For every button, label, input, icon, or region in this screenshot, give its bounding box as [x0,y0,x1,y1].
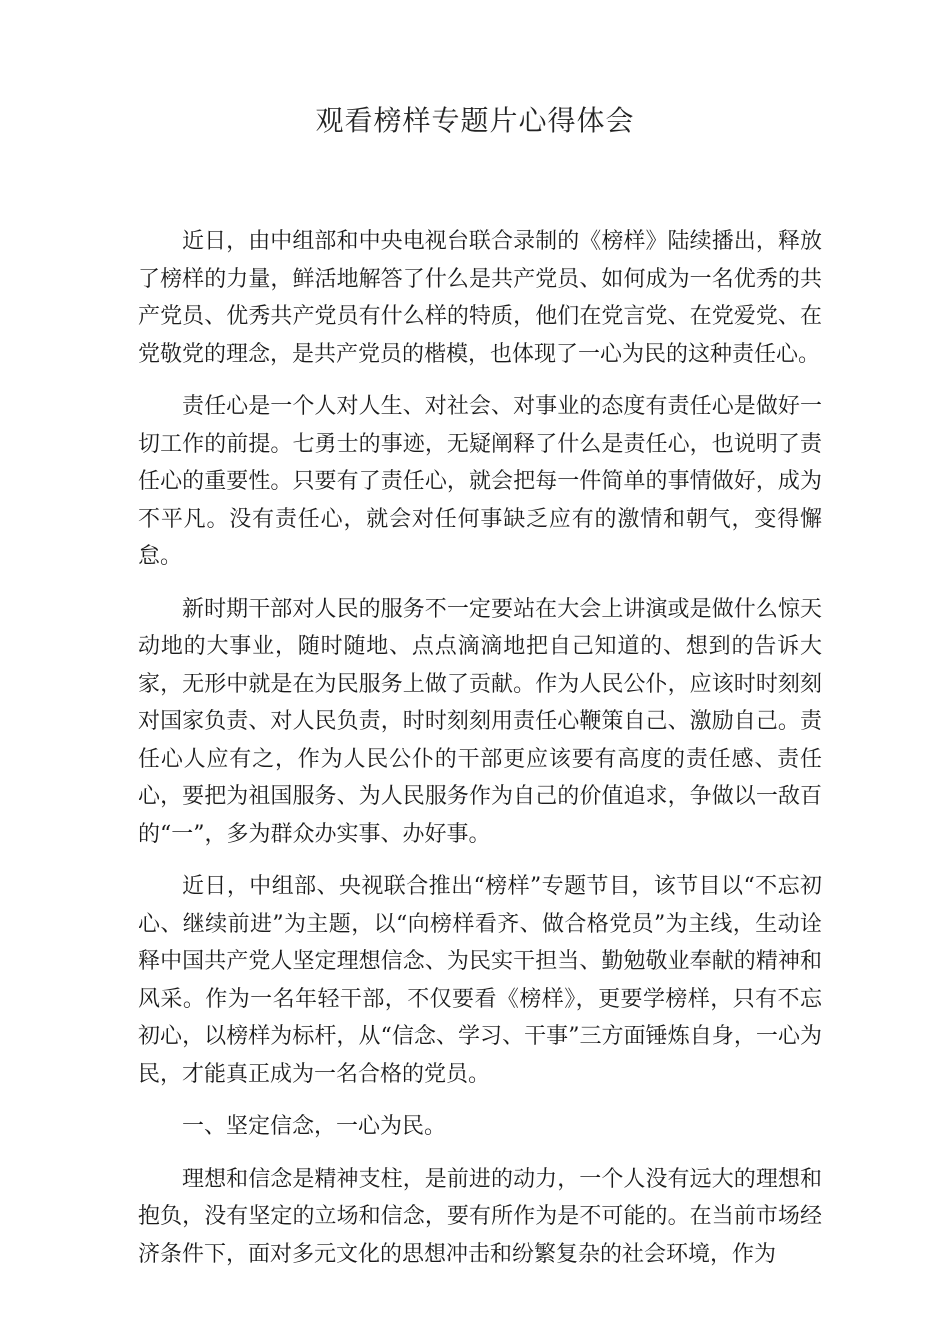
document-title: 观看榜样专题片心得体会 [315,104,635,137]
paragraph-3: 新时期干部对人民的服务不一定要站在大会上讲演或是做什么惊天动地的大事业，随时随地、点点滴滴地把自己知道的、想到的告诉大家，无形中就是在为民服务上做了贡献。作为人民公仆，应该时时刻刻对国家负责、对人民负责，时时刻刻用责任心鞭策自己、激励自己。责任心人应有之，作为人民公仆的干部更应该要有高度的责任感、责任心，要把为祖国服务、为人民服务作为自己的价值追求，争做以一敌百的“一”，多为群众办实事、办好事。 [138,596,822,847]
document-body [138,223,822,1288]
paragraph-5: 理想和信念是精神支柱，是前进的动力，一个人没有远大的理想和抱负，没有坚定的立场和信念，要有所作为是不可能的。在当前市场经济条件下，面对多元文化的思想冲击和纷繁复杂的社会环境，作为 [138,1166,822,1267]
paragraph-2: 责任心是一个人对人生、对社会、对事业的态度有责任心是做好一切工作的前提。七勇士的事迹，无疑阐释了什么是责任心，也说明了责任心的重要性。只要有了责任心，就会把每一件简单的事情做好，成为不平凡。没有责任心，就会对任何事缺乏应有的激情和朝气，变得懈怠。 [138,394,822,569]
section-heading-1: 一、坚定信念，一心为民。 [182,1114,447,1139]
paragraph-1: 近日，由中组部和中央电视台联合录制的《榜样》陆续播出，释放了榜样的力量，鲜活地解答了什么是共产党员、如何成为一名优秀的共产党员、优秀共产党员有什么样的特质，他们在党言党、在党爱党、在党敬党的理念，是共产党员的楷模，也体现了一心为民的这种责任心。 [138,229,822,367]
paragraph-4: 近日，中组部、央视联合推出“榜样”专题节目，该节目以“不忘初心、继续前进”为主题，以“向榜样看齐、做合格党员”为主线，生动诠释中国共产党人坚定理想信念、为民实干担当、勤勉敬业奉献的精神和风采。作为一名年轻干部，不仅要看《榜样》，更要学榜样，只有不忘初心，以榜样为标杆，从“信念、学习、干事”三方面锤炼自身，一心为民，才能真正成为一名合格的党员。 [138,874,822,1087]
